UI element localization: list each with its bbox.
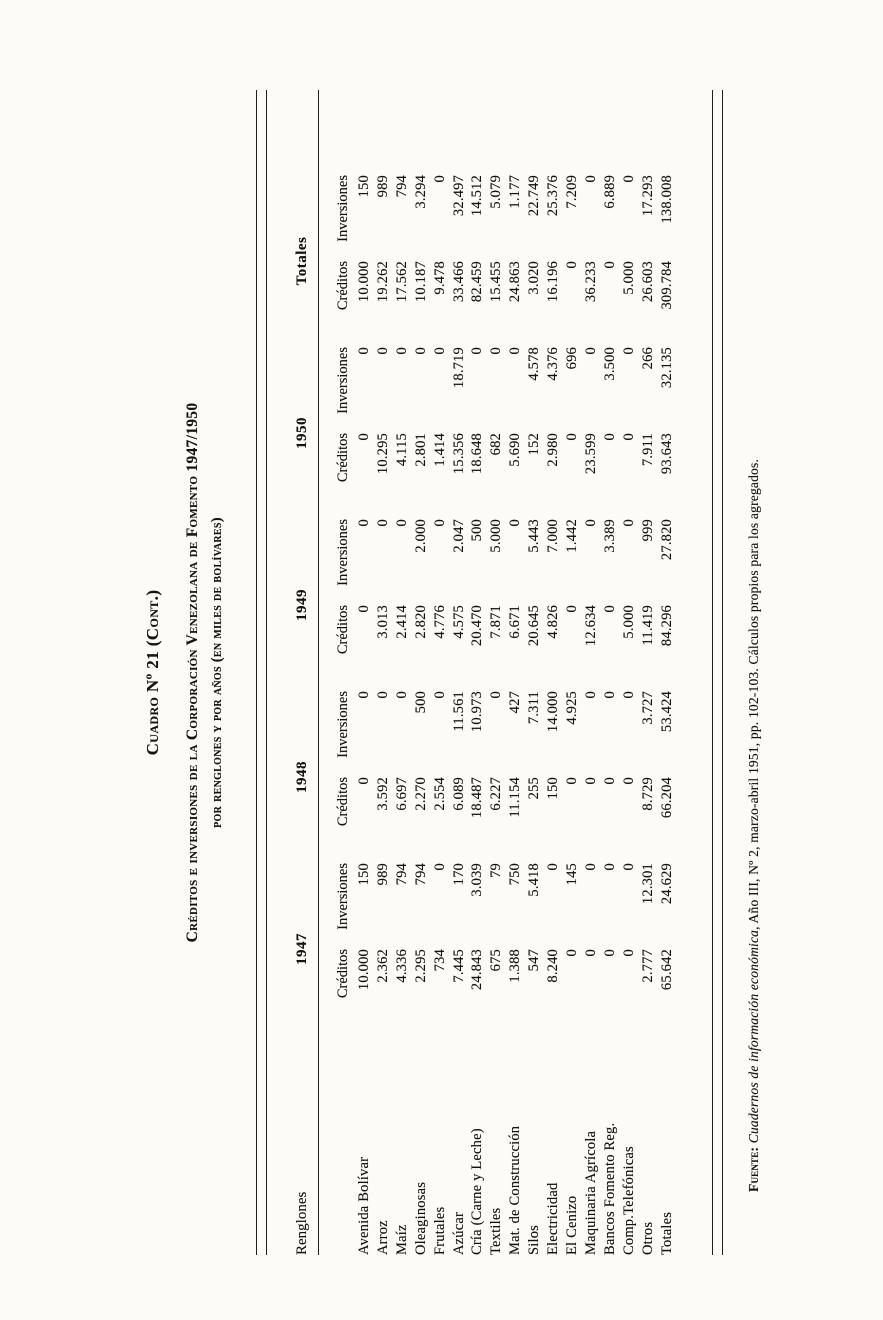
table-row: [658, 90, 677, 1255]
value-cell: 0: [431, 691, 448, 699]
value-cell: 2.362: [374, 949, 391, 983]
value-cell: 6.697: [393, 777, 410, 811]
value-cell: 0: [431, 519, 448, 527]
value-cell: 152: [526, 433, 543, 456]
value-cell: 10.000: [356, 949, 372, 991]
value-cell: 3.039: [469, 863, 486, 897]
value-cell: 500: [412, 691, 429, 714]
table-row: [506, 90, 525, 1255]
column-subheader: Inversiones: [335, 691, 351, 758]
value-cell: 7.000: [545, 519, 562, 553]
value-cell: 16.196: [545, 261, 562, 303]
value-cell: 0: [582, 863, 599, 871]
row-label: Comp.Telefónicas: [620, 1146, 637, 1255]
spacer: [355, 90, 374, 175]
spacer: [620, 90, 639, 175]
value-cell: 2.801: [412, 433, 429, 467]
value-cell: 7.209: [563, 174, 580, 209]
row-label: Electricidad: [545, 1182, 562, 1255]
value-cell: 4.925: [563, 691, 580, 725]
table-row: [393, 90, 412, 1255]
value-cell: 4.578: [526, 347, 543, 381]
value-cell: 2.000: [412, 519, 429, 553]
value-cell: 12.301: [639, 863, 656, 905]
value-cell: 32.135: [658, 347, 675, 389]
value-cell: 0: [563, 605, 580, 613]
table-row: [355, 90, 374, 1255]
table-unit-note: por renglones y por años (en miles de bolívares): [208, 517, 225, 828]
value-cell: 0: [356, 433, 372, 441]
value-cell: 8.240: [545, 949, 562, 983]
spacer: [412, 90, 431, 175]
value-cell: 10.187: [412, 261, 429, 303]
value-cell: 150: [545, 777, 562, 800]
bottom-rule: [712, 90, 723, 1255]
year-header: 1947: [267, 863, 319, 1035]
table-row: [525, 90, 544, 1255]
value-cell: 0: [620, 863, 637, 871]
value-cell: 0: [601, 261, 618, 269]
value-cell: 0: [431, 863, 448, 871]
value-cell: 794: [393, 174, 410, 198]
value-cell: 5.690: [507, 433, 524, 467]
value-cell: 5.000: [488, 519, 505, 553]
value-cell: 3.020: [526, 261, 543, 295]
spacer: [487, 90, 506, 175]
value-cell: 0: [620, 691, 637, 699]
value-cell: 0: [393, 691, 410, 699]
value-cell: 11.561: [450, 691, 467, 732]
value-cell: 2.980: [545, 433, 562, 467]
column-subheader: Inversiones: [335, 863, 351, 930]
row-label: Textiles: [488, 1207, 505, 1255]
value-cell: 500: [469, 519, 486, 542]
value-cell: 20.645: [526, 605, 543, 647]
value-cell: 93.643: [658, 433, 675, 475]
value-cell: 4.336: [393, 949, 410, 983]
value-cell: 17.293: [639, 174, 656, 217]
value-cell: 0: [507, 519, 524, 527]
value-cell: 0: [393, 519, 410, 527]
value-cell: 0: [563, 949, 580, 957]
value-cell: 3.500: [601, 347, 618, 381]
value-cell: 11.154: [507, 777, 524, 818]
value-cell: 794: [412, 863, 429, 886]
table-row: [620, 90, 639, 1255]
value-cell: 2.414: [393, 605, 410, 639]
spacer: [374, 90, 393, 175]
value-cell: 4.826: [545, 605, 562, 639]
value-cell: 1.442: [563, 519, 580, 553]
value-cell: 4.376: [545, 347, 562, 381]
value-cell: 33.466: [450, 261, 467, 303]
spacer: [582, 90, 601, 175]
value-cell: 27.820: [658, 519, 675, 561]
value-cell: 0: [601, 433, 618, 441]
value-cell: 4.115: [393, 433, 410, 467]
value-cell: 7.311: [526, 691, 543, 725]
value-cell: 0: [620, 949, 637, 957]
value-cell: 9.478: [431, 261, 448, 295]
value-cell: 0: [374, 519, 391, 527]
row-label: Maquinaria Agrícola: [582, 1130, 599, 1255]
spacer: [525, 90, 544, 175]
value-cell: 0: [356, 605, 372, 613]
value-cell: 18.719: [450, 347, 467, 389]
value-cell: 0: [545, 863, 562, 871]
spacer: [393, 90, 412, 175]
value-cell: 794: [393, 863, 410, 886]
value-cell: 0: [393, 347, 410, 355]
value-cell: 0: [582, 691, 599, 699]
value-cell: 0: [469, 347, 486, 355]
value-cell: 2.820: [412, 605, 429, 639]
spacer: [267, 90, 319, 175]
value-cell: 999: [639, 519, 656, 542]
column-subheader: Créditos: [335, 261, 351, 311]
value-cell: 0: [582, 519, 599, 527]
year-header: 1950: [267, 347, 319, 519]
year-header: 1949: [267, 519, 319, 691]
value-cell: 0: [601, 949, 618, 957]
row-label: Azúcar: [450, 1211, 467, 1255]
table-row: [563, 90, 582, 1255]
value-cell: 734: [431, 949, 448, 972]
table-row: [468, 90, 487, 1255]
value-cell: 6.089: [450, 777, 467, 811]
table-row: [450, 90, 469, 1255]
value-cell: 0: [431, 174, 448, 183]
value-cell: 22.749: [526, 174, 543, 217]
column-subheader: Créditos: [335, 949, 351, 999]
value-cell: 989: [374, 863, 391, 886]
value-cell: 24.629: [658, 863, 675, 905]
value-cell: 145: [563, 863, 580, 886]
column-subheader: Inversiones: [335, 174, 351, 242]
value-cell: 2.047: [450, 519, 467, 553]
value-cell: 1.414: [431, 433, 448, 467]
value-cell: 20.470: [469, 605, 486, 647]
value-cell: 0: [356, 347, 372, 355]
value-cell: 6.671: [507, 605, 524, 639]
spacer: [319, 1035, 356, 1255]
value-cell: 0: [601, 605, 618, 613]
value-cell: 6.889: [601, 174, 618, 209]
value-cell: 989: [374, 174, 391, 198]
table-subtitle: Créditos e inversiones de la Corporación Venezolana de Fomento 1947/1950: [184, 402, 201, 943]
value-cell: 7.445: [450, 949, 467, 983]
value-cell: 2.295: [412, 949, 429, 983]
column-subheader: Créditos: [335, 433, 351, 483]
table-title: Cuadro Nº 21 (Cont.): [143, 589, 162, 756]
value-cell: 266: [639, 347, 656, 370]
row-header-renglones: Renglones: [267, 1035, 319, 1255]
value-cell: 3.389: [601, 519, 618, 553]
value-cell: 0: [620, 347, 637, 355]
spacer: [563, 90, 582, 175]
value-cell: 0: [620, 519, 637, 527]
value-cell: 11.419: [639, 605, 656, 646]
column-subheader: Créditos: [335, 777, 351, 827]
row-label: Oleaginosas: [412, 1181, 429, 1255]
row-label: El Cenizo: [563, 1195, 580, 1255]
value-cell: 170: [450, 863, 467, 886]
value-cell: 10.295: [374, 433, 391, 475]
value-cell: 65.642: [658, 949, 675, 991]
value-cell: 3.013: [374, 605, 391, 639]
row-label: Bancos Fomento Reg.: [601, 1122, 618, 1255]
value-cell: 547: [526, 949, 543, 972]
table-row: [487, 90, 506, 1255]
value-cell: 15.356: [450, 433, 467, 475]
value-cell: 5.443: [526, 519, 543, 553]
value-cell: 5.000: [620, 605, 637, 639]
value-cell: 0: [374, 347, 391, 355]
source-detail: , Año III, Nº 2, marzo-abril 1951, pp. 102-103. Cálculos propios para los agregados.: [746, 458, 761, 930]
value-cell: 53.424: [658, 691, 675, 733]
value-cell: 0: [620, 777, 637, 785]
value-cell: 7.871: [488, 605, 505, 639]
spacer: [319, 90, 356, 175]
value-cell: 0: [488, 691, 505, 699]
value-cell: 84.296: [658, 605, 675, 647]
value-cell: 696: [563, 347, 580, 370]
table-row: [374, 90, 393, 1255]
value-cell: 0: [582, 777, 599, 785]
spacer: [601, 90, 620, 175]
table-row: [431, 90, 450, 1255]
value-cell: 24.843: [469, 949, 486, 991]
column-subheader: Inversiones: [335, 519, 351, 586]
value-cell: 23.599: [582, 433, 599, 475]
spacer: [544, 90, 563, 175]
column-subheader: Créditos: [335, 605, 351, 655]
value-cell: 0: [601, 777, 618, 785]
value-cell: 5.418: [526, 863, 543, 897]
value-cell: 675: [488, 949, 505, 972]
value-cell: 36.233: [582, 261, 599, 303]
value-cell: 2.554: [431, 777, 448, 811]
value-cell: 0: [431, 347, 448, 355]
row-label: Mat. de Construcción: [507, 1125, 524, 1255]
spacer: [639, 90, 658, 175]
row-label: Cría (Carne y Leche): [469, 1128, 486, 1255]
value-cell: 138.008: [658, 174, 675, 224]
value-cell: 0: [582, 174, 599, 183]
column-subheader: Inversiones: [335, 347, 351, 414]
source-journal-title: Cuadernos de información económica: [746, 929, 761, 1144]
spacer: [431, 90, 450, 175]
value-cell: 0: [563, 777, 580, 785]
value-cell: 0: [356, 777, 372, 785]
value-cell: 0: [620, 433, 637, 441]
value-cell: 255: [526, 777, 543, 800]
value-cell: 4.776: [431, 605, 448, 639]
row-label: Frutales: [431, 1206, 448, 1255]
value-cell: 0: [374, 691, 391, 699]
credits-investments-table: [267, 90, 676, 1255]
row-label: Totales: [658, 1211, 675, 1255]
value-cell: 0: [582, 347, 599, 355]
value-cell: 0: [601, 863, 618, 871]
row-label: Maíz: [393, 1224, 410, 1255]
value-cell: 0: [488, 347, 505, 355]
value-cell: 0: [620, 174, 637, 183]
value-cell: 1.388: [507, 949, 524, 983]
value-cell: 5.000: [620, 261, 637, 295]
value-cell: 82.459: [469, 261, 486, 303]
table-row: [544, 90, 563, 1255]
value-cell: 0: [582, 949, 599, 957]
statistics-table-wrap: [256, 90, 723, 1255]
year-header: Totales: [267, 175, 319, 347]
source-note: [746, 92, 762, 1192]
value-cell: 427: [507, 691, 524, 714]
value-cell: 24.863: [507, 261, 524, 303]
spacer: [506, 90, 525, 175]
value-cell: 309.784: [658, 261, 675, 310]
value-cell: 3.592: [374, 777, 391, 811]
value-cell: 18.487: [469, 777, 486, 819]
value-cell: 19.262: [374, 261, 391, 303]
value-cell: 25.376: [545, 174, 562, 217]
value-cell: 0: [601, 691, 618, 699]
value-cell: 2.270: [412, 777, 429, 811]
row-label: Silos: [526, 1224, 543, 1255]
row-label: Otros: [639, 1221, 656, 1255]
value-cell: 3.294: [412, 174, 429, 209]
table-row: [639, 90, 658, 1255]
top-rule: [256, 90, 267, 1255]
value-cell: 14.512: [469, 174, 486, 217]
value-cell: 15.455: [488, 261, 505, 303]
value-cell: 32.497: [450, 174, 467, 217]
value-cell: 14.000: [545, 691, 562, 733]
value-cell: 150: [356, 863, 372, 886]
value-cell: 0: [563, 433, 580, 441]
spacer: [468, 90, 487, 175]
value-cell: 17.562: [393, 261, 410, 303]
value-cell: 10.000: [356, 261, 372, 303]
value-cell: 12.634: [582, 605, 599, 647]
value-cell: 0: [356, 691, 372, 699]
value-cell: 150: [356, 174, 372, 198]
value-cell: 3.727: [639, 691, 656, 725]
value-cell: 7.911: [639, 433, 656, 467]
value-cell: 2.777: [639, 949, 656, 983]
value-cell: 10.973: [469, 691, 486, 733]
value-cell: 18.648: [469, 433, 486, 475]
value-cell: 0: [563, 261, 580, 269]
value-cell: 6.227: [488, 777, 505, 811]
value-cell: 79: [488, 863, 505, 878]
row-label: Avenida Bolívar: [356, 1156, 372, 1255]
value-cell: 5.079: [488, 174, 505, 209]
value-cell: 0: [356, 519, 372, 527]
table-row: [601, 90, 620, 1255]
spacer: [450, 90, 469, 175]
value-cell: 0: [412, 347, 429, 355]
value-cell: 750: [507, 863, 524, 886]
table-row: [582, 90, 601, 1255]
source-prefix: Fuente:: [746, 1146, 761, 1192]
value-cell: 0: [507, 347, 524, 355]
value-cell: 8.729: [639, 777, 656, 811]
table-row: [412, 90, 431, 1255]
value-cell: 66.204: [658, 777, 675, 819]
value-cell: 682: [488, 433, 505, 456]
year-header: 1948: [267, 691, 319, 863]
row-label: Arroz: [374, 1220, 391, 1255]
value-cell: 1.177: [507, 174, 524, 209]
value-cell: 4.575: [450, 605, 467, 639]
table-title-block: [144, 90, 224, 1255]
spacer: [658, 90, 677, 175]
value-cell: 26.603: [639, 261, 656, 303]
